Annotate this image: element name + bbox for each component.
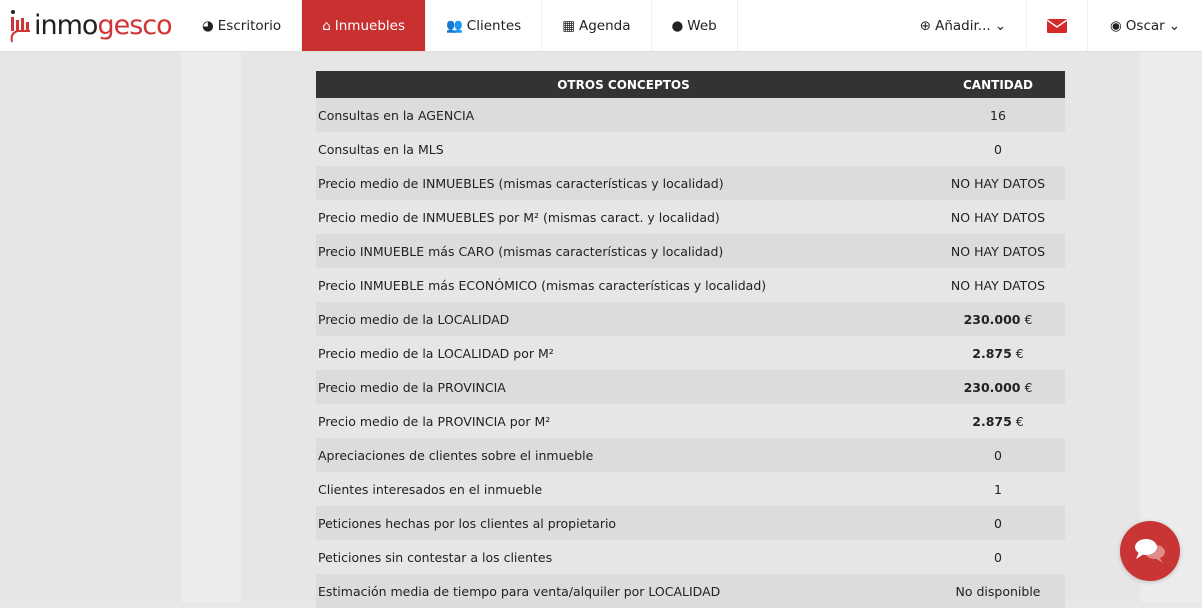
nav-inmuebles[interactable]	[302, 0, 426, 51]
table-row	[316, 268, 1065, 302]
quantity-value: NO HAY DATOS	[950, 243, 1046, 259]
user-circle-icon: ◉	[1110, 17, 1122, 34]
quantity-cell	[931, 244, 1065, 259]
dashboard-icon: ◕	[202, 17, 214, 34]
quantity-value: 16	[990, 107, 1006, 123]
concept-cell: Precio medio de la PROVINCIA por M²	[318, 413, 551, 429]
quantity-value: No disponible	[955, 583, 1041, 599]
chat-bubbles-icon	[1133, 537, 1167, 565]
nav-label: Inmuebles	[334, 17, 405, 34]
nav-agenda[interactable]	[542, 0, 651, 51]
table-row	[316, 472, 1065, 506]
quantity-value: 0	[994, 141, 1002, 157]
quantity-cell	[931, 142, 1065, 157]
header-concept: OTROS CONCEPTOS	[557, 77, 690, 92]
concept-cell: Peticiones sin contestar a los clientes	[318, 549, 553, 565]
quantity-value: 1	[994, 481, 1002, 497]
add-label: Añadir...	[935, 17, 991, 34]
concept-cell: Consultas en la AGENCIA	[318, 107, 475, 123]
table-row	[316, 506, 1065, 540]
messages-button[interactable]	[1027, 0, 1088, 51]
quantity-cell	[931, 108, 1065, 123]
concept-cell: Precio medio de la LOCALIDAD por M²	[318, 345, 554, 361]
concept-cell: Peticiones hechas por los clientes al propietario	[318, 515, 617, 531]
globe-icon: ●	[671, 17, 684, 34]
user-menu[interactable]	[1088, 0, 1202, 51]
table-row	[316, 302, 1065, 336]
quantity-value: 230.000	[963, 379, 1021, 395]
concepts-table	[316, 71, 1065, 608]
quantity-cell	[931, 516, 1065, 531]
logo-icon	[8, 9, 34, 43]
quantity-value: 0	[994, 549, 1002, 565]
logo[interactable]	[0, 0, 182, 51]
quantity-cell	[931, 482, 1065, 497]
home-icon: ⌂	[322, 17, 331, 34]
quantity-cell	[931, 346, 1065, 361]
envelope-icon	[1047, 19, 1067, 33]
concept-cell: Apreciaciones de clientes sobre el inmueble	[318, 447, 594, 463]
nav-label: Agenda	[578, 17, 631, 34]
concept-cell: Consultas en la MLS	[318, 141, 444, 157]
table-row	[316, 574, 1065, 608]
quantity-cell	[931, 550, 1065, 565]
calendar-icon: ▦	[562, 17, 575, 34]
table-row	[316, 370, 1065, 404]
currency-unit: €	[1015, 413, 1024, 429]
table-row	[316, 404, 1065, 438]
currency-unit: €	[1015, 345, 1024, 361]
nav-clientes[interactable]	[426, 0, 542, 51]
quantity-value: 2.875	[972, 345, 1012, 361]
nav-escritorio[interactable]	[182, 0, 302, 51]
concept-cell: Precio INMUEBLE más ECONÓMICO (mismas características y localidad)	[318, 277, 767, 293]
quantity-cell	[931, 210, 1065, 225]
user-label: Oscar	[1125, 17, 1165, 34]
left-gutter	[0, 52, 181, 602]
logo-text-2: gesco	[97, 10, 172, 41]
concept-cell: Clientes interesados en el inmueble	[318, 481, 543, 497]
concept-cell: Precio medio de la PROVINCIA	[318, 379, 506, 395]
top-navbar	[0, 0, 1202, 52]
plus-circle-icon: ⊕	[919, 17, 932, 34]
quantity-value: 230.000	[963, 311, 1021, 327]
concept-cell: Estimación media de tiempo para venta/alquiler por LOCALIDAD	[318, 583, 721, 599]
quantity-value: 2.875	[972, 413, 1012, 429]
header-quantity: CANTIDAD	[963, 77, 1033, 92]
table-row	[316, 98, 1065, 132]
concept-cell: Precio medio de INMUEBLES por M² (mismas caract. y localidad)	[318, 209, 720, 225]
quantity-value: NO HAY DATOS	[950, 175, 1046, 191]
quantity-cell	[931, 312, 1065, 327]
currency-unit: €	[1024, 379, 1033, 395]
nav-label: Web	[687, 17, 717, 34]
nav-web[interactable]	[652, 0, 738, 51]
concept-cell: Precio medio de INMUEBLES (mismas características y localidad)	[318, 175, 724, 191]
quantity-cell	[931, 176, 1065, 191]
concept-cell: Precio INMUEBLE más CARO (mismas características y localidad)	[318, 243, 724, 259]
table-header	[316, 71, 1065, 98]
chevron-down-icon: ⌄	[1168, 17, 1180, 34]
quantity-value: NO HAY DATOS	[950, 277, 1046, 293]
add-menu[interactable]	[900, 0, 1027, 51]
right-margin	[1140, 52, 1202, 602]
quantity-cell	[931, 278, 1065, 293]
table-row	[316, 540, 1065, 574]
quantity-value: NO HAY DATOS	[950, 209, 1046, 225]
logo-text-1: inmo	[34, 10, 98, 41]
table-row	[316, 438, 1065, 472]
concept-cell: Precio medio de la LOCALIDAD	[318, 311, 510, 327]
quantity-cell	[931, 380, 1065, 395]
nav-label: Clientes	[466, 17, 522, 34]
chevron-down-icon: ⌄	[994, 17, 1006, 34]
table-row	[316, 132, 1065, 166]
quantity-cell	[931, 448, 1065, 463]
table-row	[316, 200, 1065, 234]
quantity-cell	[931, 414, 1065, 429]
left-margin	[181, 52, 241, 602]
nav-label: Escritorio	[217, 17, 282, 34]
table-row	[316, 166, 1065, 200]
quantity-value: 0	[994, 515, 1002, 531]
currency-unit: €	[1024, 311, 1033, 327]
table-row	[316, 234, 1065, 268]
table-row	[316, 336, 1065, 370]
chat-button[interactable]	[1120, 521, 1180, 581]
users-icon: 👥	[445, 17, 463, 34]
quantity-cell	[931, 584, 1065, 599]
quantity-value: 0	[994, 447, 1002, 463]
